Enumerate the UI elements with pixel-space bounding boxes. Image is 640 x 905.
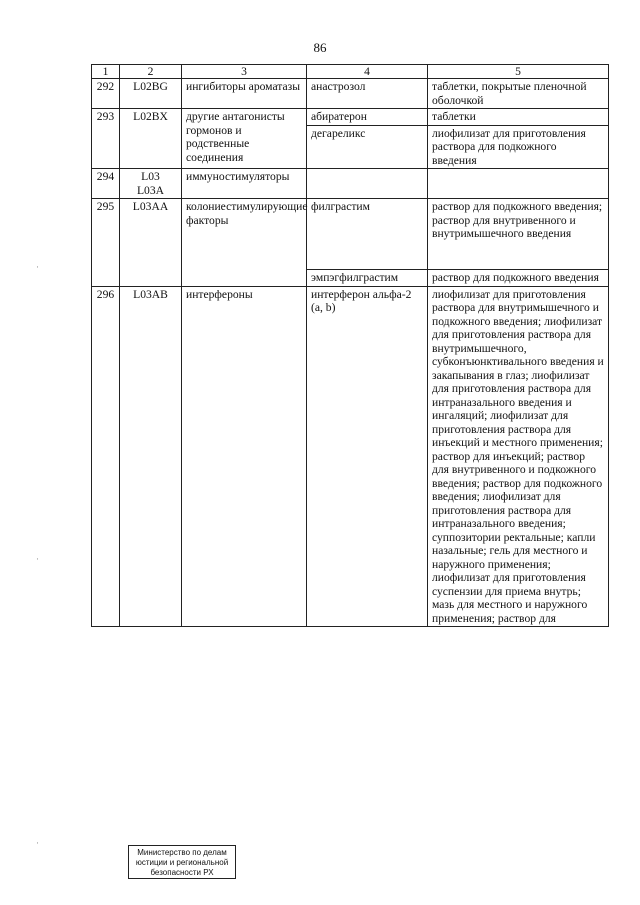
dosage-form: таблетки [428, 109, 608, 126]
col-header-3: 3 [182, 65, 307, 79]
drug-name: филграстим [307, 199, 427, 270]
row-number: 294 [92, 169, 120, 199]
pharm-group: интерфероны [182, 286, 307, 627]
row-number: 296 [92, 286, 120, 627]
drug-name-cell [307, 199, 428, 287]
atc-code: L03AB [120, 286, 182, 627]
margin-mark: · [36, 554, 39, 564]
drug-name: абиратерон [307, 109, 427, 126]
dosage-form [428, 169, 609, 199]
col-header-1: 1 [92, 65, 120, 79]
row-number: 293 [92, 109, 120, 169]
page-number: 86 [313, 40, 327, 55]
table-row [92, 169, 609, 199]
header-row [92, 65, 609, 79]
atc-code: L03AA [120, 199, 182, 287]
dosage-form: лиофилизат для приготовления раствора для внутримышечного и подкожного введения; лиофилизат для приготовления раствора для внутримышечного, субконъюнктивального введения и закапывания в глаз; лиофилизат для приготовления раствора для интраназального введения и ингаляций; лиофилизат для приготовления раствора для инъекций и местного применения; раствор для инъекций; раствор для внутривенного и подкожного введения; раствор для подкожного введения; лиофилизат для приготовления раствора для интраназального введения; суппозитории ректальные; капли назальные; гель для местного и наружного применения; лиофилизат для приготовления суспензии для приема внутрь; мазь для местного и наружного применения; раствор для [428, 286, 609, 627]
pharm-group: другие антагонисты гормонов и родственные соединения [182, 109, 307, 169]
atc-code: L02BX [120, 109, 182, 169]
table-row [92, 109, 609, 169]
drug-name-cell [307, 109, 428, 169]
drug-name: анастрозол [307, 79, 428, 109]
atc-code: L03 L03A [120, 169, 182, 199]
drug-table [91, 64, 609, 627]
dosage-form: лиофилизат для приготовления раствора для подкожного введения [432, 126, 586, 167]
drug-name [307, 169, 428, 199]
drug-name: интерферон альфа-2 (a, b) [307, 286, 428, 627]
pharm-group: иммуностимуляторы [182, 169, 307, 199]
table-row [92, 199, 609, 287]
atc-code: L02BG [120, 79, 182, 109]
col-header-5: 5 [428, 65, 609, 79]
dosage-form-cell [428, 199, 609, 287]
pharm-group: колониестимулирующие факторы [182, 199, 307, 287]
ministry-stamp: Министерство по делам юстиции и региональной безопасности РХ [128, 845, 236, 879]
dosage-form: таблетки, покрытые пленочной оболочкой [428, 79, 609, 109]
col-header-2: 2 [120, 65, 182, 79]
drug-name: дегареликс [311, 126, 366, 140]
dosage-form-cell [428, 109, 609, 169]
row-number: 295 [92, 199, 120, 287]
row-number: 292 [92, 79, 120, 109]
margin-mark: · [36, 838, 39, 848]
dosage-form: раствор для подкожного введения [432, 271, 599, 284]
margin-mark: · [36, 262, 39, 272]
table-row [92, 286, 609, 627]
drug-name: эмпэгфилграстим [311, 271, 399, 284]
col-header-4: 4 [307, 65, 428, 79]
table-row [92, 79, 609, 109]
pharm-group: ингибиторы ароматазы [182, 79, 307, 109]
dosage-form: раствор для подкожного введения; раствор для внутривенного и внутримышечного введения [428, 199, 608, 270]
